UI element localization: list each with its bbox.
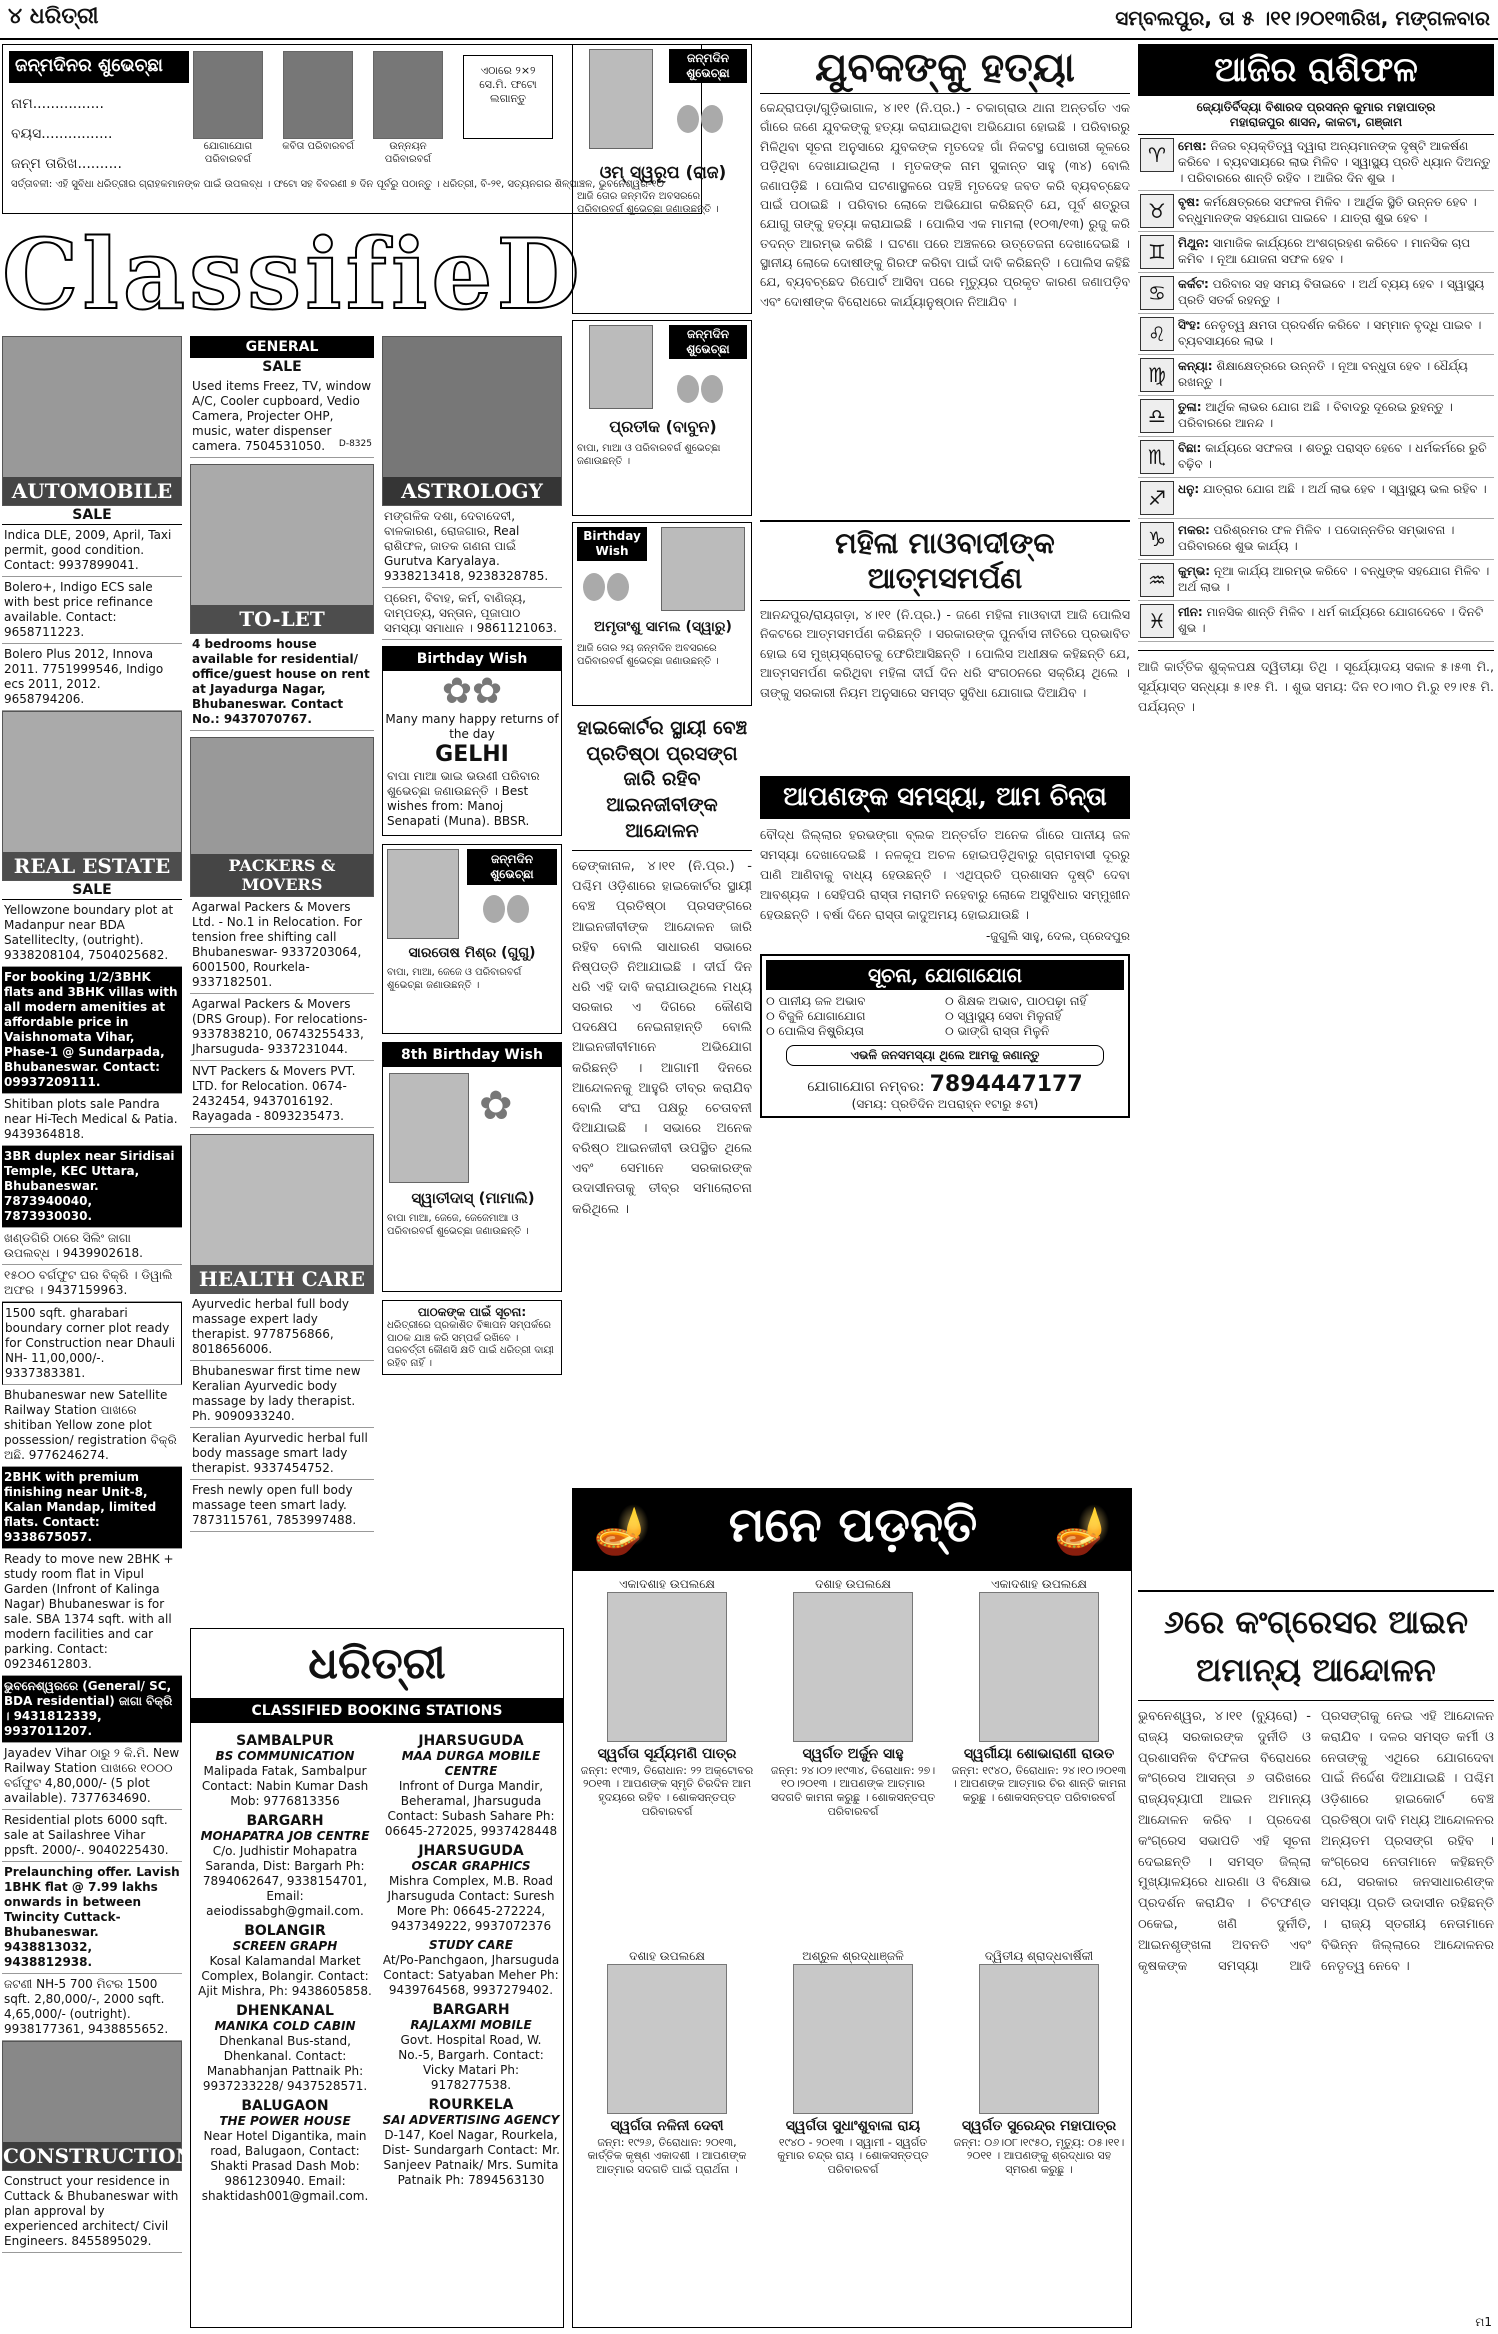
- rashi-text: ଆର୍ଥିକ ଲାଭର ଯୋଗ ଅଛି । ବିବାଦରୁ ଦୂରେଇ ରୁହନ୍ତୁ । ପରିବାରରେ ଆନନ୍ଦ ।: [1178, 399, 1453, 430]
- girl-photo: [389, 1073, 469, 1183]
- rashi-item: [1138, 437, 1494, 478]
- rashi-name: କନ୍ୟା:: [1178, 358, 1213, 373]
- field-age: ବୟସ................: [11, 126, 113, 142]
- birthday-card-sub: ଆଜି ତୋର ୨ୟ ଜନ୍ମଦିନ ଅବସରରେ ପରିବାରବର୍ଗ ଶୁଭେଚ୍ଛା ଜଣାଉଛନ୍ତି ।: [577, 643, 719, 667]
- rashi-name: କୁମ୍ଭ:: [1178, 563, 1211, 578]
- rashi-item: [1138, 135, 1494, 191]
- leo-icon: ♌: [1140, 317, 1174, 351]
- rashifal-title: ଆଜିର ରାଶିଫଳ: [1138, 44, 1494, 96]
- rashifal-subtitle2: ମହାରାଜପୁର ଶାସନ, କାକଟା, ଗଞ୍ଜାମ: [1138, 115, 1494, 135]
- automobile-image: [2, 336, 182, 506]
- aries-icon: ♈: [1140, 138, 1174, 172]
- packers-image: [190, 737, 374, 897]
- construction-label: CONSTRUCTION: [3, 2144, 194, 2169]
- station-name: SAI ADVERTISING AGENCY: [382, 2113, 560, 2127]
- birthday-card-title: ଜନ୍ମଦିନ ଶୁଭେଚ୍ଛା: [669, 325, 747, 359]
- auto-ad: Indica DLE, 2009, April, Taxi permit, good condition. Contact: 9937899041.: [2, 525, 182, 577]
- news-murder: [760, 44, 1130, 514]
- birthday-wish-heading: Birthday Wish: [383, 647, 561, 671]
- obit-name: ସ୍ୱର୍ଗତ ସୁରେନ୍ଦ୍ର ମହାପାତ୍ର: [961, 2118, 1117, 2134]
- health-label: HEALTH CARE: [191, 1265, 373, 1293]
- station-addr: Infront of Durga Mandir, Beheramal, Jharsuguda Contact: Subash Sahare Ph: 06645-272025, 9937428448: [384, 1779, 558, 1838]
- rashi-item: [1138, 478, 1494, 519]
- astrology-image: [382, 336, 562, 506]
- re-ad: 1500 sqft. gharabari boundary corner plot ready for Construction near Dhauli NH- 11,00,000/-. 9337383381.: [2, 1302, 182, 1385]
- rashi-item: [1138, 560, 1494, 601]
- obit-photo: [979, 1964, 1099, 2114]
- birthday-card-sub: ବାପା, ମାଆ ଓ ପରିବାରବର୍ଗ ଶୁଭେଚ୍ଛା ଜଣାଉଛନ୍ତି ।: [577, 443, 721, 467]
- notice-item: ୦ ସ୍ୱାସ୍ଥ୍ୟ ସେବା ମିଳୁନାହିଁ: [945, 1009, 1062, 1023]
- birthday-8th-heading: 8th Birthday Wish: [383, 1043, 561, 1067]
- obit-tag: ଦଶାହ ଉପଲକ୍ଷେ: [629, 1949, 705, 1963]
- obit-name: ସ୍ୱର୍ଗତ ଅର୍ଜୁନ ସାହୁ: [802, 1746, 904, 1762]
- diya-icon: 🪔: [1053, 1503, 1111, 1557]
- notice-item: ୦ ପୋଲିସ ନିଷ୍କ୍ରିୟତା: [766, 1024, 864, 1038]
- phone-label: ଯୋଗାଯୋଗ ନମ୍ବର:: [807, 1079, 925, 1095]
- balloons-icon: [677, 375, 725, 407]
- station-name: THE POWER HOUSE: [219, 2114, 351, 2128]
- rashi-name: ବୃଷ:: [1178, 194, 1200, 209]
- notice-item: ୦ ଭାଙ୍ଗି ରାସ୍ତା ମିଳୁନି: [945, 1024, 1050, 1038]
- construction-image: [2, 2041, 194, 2171]
- news-high-court-headline: ହାଇକୋର୍ଟର ସ୍ଥାୟୀ ବେଞ୍ଚ ପ୍ରତିଷ୍ଠା ପ୍ରସଙ୍ଗ ଜାରି ରହିବ ଆଇନଜୀବୀଙ୍କ ଆନ୍ଦୋଳନ: [572, 716, 752, 851]
- form-photo-3: [373, 51, 443, 139]
- real-estate-label: REAL ESTATE: [3, 852, 181, 880]
- astrology-label: ASTROLOGY: [383, 477, 561, 505]
- to-let-label: TO-LET: [191, 605, 373, 633]
- booking-stations: [190, 1628, 564, 2328]
- news-maoist-body: ଆନନ୍ଦପୁର/ରାୟଗଡ଼ା, ୪।୧୧ (ନି.ପ୍ର.) - ଜଣେ ମହିଳା ମାଓବାଦୀ ଆଜି ପୋଲିସ ନିକଟରେ ଆତ୍ମସମର୍ପଣ କରିଛନ୍ତି । ସରକାରଙ୍କ ପୁନର୍ବାସ ନୀତିରେ ପ୍ରଭାବିତ ହୋଇ ସେ ମୁଖ୍ୟସ୍ରୋତକୁ ଫେରିଆସିଛନ୍ତି । ପୋଲିସ ଅଧୀକ୍ଷକ କହିଛନ୍ତି ଯେ, ଆତ୍ମସମର୍ପଣ କରିଥିବା ମହିଳା ଦୀର୍ଘ ଦିନ ଧରି ସଂଗଠନରେ ସକ୍ରିୟ ଥିଲେ । ତାଙ୍କୁ ସରକାରୀ ନିୟମ ଅନୁସାରେ ସମସ୍ତ ସୁବିଧା ଯୋଗାଇ ଦିଆଯିବ ।: [760, 607, 1130, 700]
- station-name: RAJLAXMI MOBILE: [410, 2018, 532, 2032]
- classified-logo: [2, 218, 584, 331]
- auto-ad: Bolero+, Indigo ECS sale with best price refinance available. Contact: 9658711223.: [2, 577, 182, 644]
- obit-name: ସ୍ୱର୍ଗତା ସୂର୍ଯ୍ୟମଣି ପାତ୍ର: [597, 1746, 737, 1762]
- libra-icon: ♎: [1140, 399, 1174, 433]
- booking-right-col: [381, 1729, 561, 2188]
- rashi-text: ସାମାଜିକ କାର୍ଯ୍ୟରେ ଅଂଶଗ୍ରହଣ କରିବେ । ମାନସିକ ଚାପ କମିବ । ନୂଆ ଯୋଜନା ସଫଳ ହେବ ।: [1178, 235, 1471, 266]
- rashi-item: [1138, 355, 1494, 396]
- astrology-ad: ମଙ୍ଗଳିକ ଦଶା, ଦେବାଦେବୀ, ବାଳକାରଣ, ରୋଜଗାର, Real ରାଶିଫଳ, ଜାତକ ଗଣନା ପାଇଁ Gurutva Karyalaya. 9338213418, 9238328785.: [382, 506, 562, 588]
- station-addr: Mishra Complex, M.B. Road Jharsuguda Contact: Suresh More Ph: 06645-272224, 9437349222, 9937072376: [387, 1874, 555, 1933]
- obit-info: ଜନ୍ମ: ୧୯୩୨, ତିରୋଧାନ: ୨୨ ଅକ୍ଟୋବର ୨୦୧୩ । ଆପଣଙ୍କ ସ୍ମୃତି ଚିରଦିନ ଆମ ହୃଦୟରେ ରହିବ । ଶୋକସନ୍ତପ୍ତ ପରିବାରବର୍ଗ: [580, 1763, 754, 1818]
- col-auto-realestate: [2, 336, 194, 2326]
- re-ad: ଭୁବନେଶ୍ୱରରେ (General/ SC, BDA residential) ଜାଗା ବିକ୍ରି । 9431812339, 9937011207.: [2, 1676, 182, 1743]
- rashi-text: ଯାତ୍ରାର ଯୋଗ ଅଛି । ଅର୍ଥ ଲାଭ ହେବ । ସ୍ୱାସ୍ଥ୍ୟ ଭଲ ରହିବ ।: [1203, 481, 1487, 496]
- panji-text: ଆଜି କାର୍ତ୍ତିକ ଶୁକ୍ଳପକ୍ଷ ଦ୍ୱିତୀୟା ତିଥି । ସୂର୍ଯ୍ୟୋଦୟ ସକାଳ ୫।୫୩ ମି., ସୂର୍ଯ୍ୟାସ୍ତ ସନ୍ଧ୍ୟା ୫।୧୫ ମି. । ଶୁଭ ସମୟ: ଦିନ ୧୦।୩୦ ମି.ରୁ ୧୨।୧୫ ମି. ପର୍ଯ୍ୟନ୍ତ ।: [1138, 650, 1494, 717]
- birthday-card-title: Birthday Wish: [577, 527, 647, 561]
- obit-tag: ଦଶାହ ଉପଲକ୍ଷେ: [815, 1577, 891, 1591]
- general-sale-code: D-8325: [338, 439, 372, 450]
- health-ad: Ayurvedic herbal full body massage expert lady therapist. 9778756866, 8018656006.: [190, 1294, 374, 1361]
- birthday-card-2: [572, 320, 752, 516]
- birthday-8th-name: ସ୍ୱାତୀଦାସ୍ (ମାମାଲି): [411, 1189, 535, 1208]
- notice-item: ୦ ଶିକ୍ଷକ ଅଭାବ, ପାଠପଢ଼ା ନାହିଁ: [945, 994, 1087, 1008]
- notice-box: [760, 954, 1130, 1118]
- rashi-name: ମକର:: [1178, 522, 1210, 537]
- health-ad: Fresh newly open full body massage teen smart lady. 7873115761, 7853997488.: [190, 1480, 374, 1532]
- notice-cta: ଏଭଳି ଜନସମସ୍ୟା ଥିଲେ ଆମକୁ ଜଣାନ୍ତୁ: [786, 1045, 1104, 1066]
- taurus-icon: ♉: [1140, 194, 1174, 228]
- photo-placeholder: ଏଠାରେ ୨×୨ ସେ.ମି. ଫଟୋ ଲଗାନ୍ତୁ: [463, 55, 553, 139]
- auto-sale-heading: SALE: [2, 506, 182, 525]
- form-photo-1-label: ଯୋଗାଯୋଗ ପରିବାରବର୍ଗ: [203, 141, 253, 165]
- mane-padanti: [572, 1488, 1132, 2328]
- obit-card: [579, 1949, 755, 2177]
- birthday-card-sub: ଆଜି ତୋର ଜନ୍ମଦିନ ଅବସରରେ ପରିବାରବର୍ଗ ଶୁଭେଚ୍ଛା ଜଣାଉଛନ୍ତି ।: [577, 191, 719, 215]
- obit-card: [951, 1577, 1127, 1805]
- news-high-court: [572, 716, 752, 1506]
- station-addr: Dhenkanal Bus-stand, Dhenkanal. Contact: Manabhanjan Pattnaik Ph: 9937233228/ 9437528571.: [202, 2034, 368, 2093]
- re-ad: Ready to move new 2BHK + study room flat in Vipul Garden (Infront of Kalinga Nagar) Bhubaneswar is for sale. SBA 1374 sqft. with all modern facilities and car parking. Contact: 09234612803.: [2, 1549, 182, 1676]
- station-name: STUDY CARE: [429, 1938, 513, 1952]
- form-photo-2: [283, 51, 353, 139]
- birthday-card-sub: ବାପା, ମାଆ, ଜେଜେ ଓ ପରିବାରବର୍ଗ ଶୁଭେଚ୍ଛା ଜଣାଉଛନ୍ତି ।: [387, 967, 522, 991]
- obit-photo: [793, 1964, 913, 2114]
- general-sale-text: Used items Freez, TV, window A/C, Cooler cupboard, Vedio Camera, Projecter OHP, music, water dispenser camera. 7504531050.: [192, 379, 372, 454]
- rashi-name: ବିଛା:: [1178, 440, 1202, 455]
- station-name: BS COMMUNICATION: [215, 1749, 355, 1763]
- dharitri-logo: ଧରିତ୍ରୀ: [191, 1629, 563, 1699]
- news-high-court-body: ଢେଙ୍କାନାଳ, ୪।୧୧ (ନି.ପ୍ର.) - ପଶ୍ଚିମ ଓଡ଼ିଶାରେ ହାଇକୋର୍ଟର ସ୍ଥାୟୀ ବେଞ୍ଚ ପ୍ରତିଷ୍ଠା ପ୍ରସଙ୍ଗରେ ଆଇନଜୀବୀଙ୍କ ଆନ୍ଦୋଳନ ଜାରି ରହିବ ବୋଲି ସାଧାରଣ ସଭାରେ ନିଷ୍ପତ୍ତି ନିଆଯାଇଛି । ଦୀର୍ଘ ଦିନ ଧରି ଏହି ଦାବି କରାଯାଉଥିଲେ ମଧ୍ୟ ସରକାର ଏ ଦିଗରେ କୌଣସି ପଦକ୍ଷେପ ନେଇନାହାନ୍ତି ବୋଲି ଆଇନଜୀବୀମାନେ ଅଭିଯୋଗ କରିଛନ୍ତି । ଆଗାମୀ ଦିନରେ ଆନ୍ଦୋଳନକୁ ଆହୁରି ତୀବ୍ର କରାଯିବ ବୋଲି ସଂଘ ପକ୍ଷରୁ ଚେତାବନୀ ଦିଆଯାଇଛି । ସଭାରେ ଅନେକ ବରିଷ୍ଠ ଆଇନଜୀବୀ ଉପସ୍ଥିତ ଥିଲେ ଏବଂ ସେମାନେ ସରକାରଙ୍କ ଉଦାସୀନତାକୁ ତୀବ୍ର ସମାଲୋଚନା କରିଥିଲେ ।: [572, 859, 752, 1217]
- diya-icon: 🪔: [593, 1503, 651, 1557]
- news-congress-body: ଭୁବନେଶ୍ୱର, ୪।୧୧ (ବ୍ୟୁରୋ) - ରାଜ୍ୟ ସରକାରଙ୍କ ଦୁର୍ନୀତି ଓ ପ୍ରଶାସନିକ ବିଫଳତା ବିରୋଧରେ କଂଗ୍ରେସ ଆସନ୍ତା ୬ ତାରିଖରେ ରାଜ୍ୟବ୍ୟାପୀ ଆଇନ ଅମାନ୍ୟ ଆନ୍ଦୋଳନ କରିବ । ପ୍ରଦେଶ କଂଗ୍ରେସ ସଭାପତି ଏହି ସୂଚନା ଦେଇଛନ୍ତି । ସମସ୍ତ ଜିଲ୍ଲା ମୁଖ୍ୟାଳୟରେ ଧାରଣା ଓ ବିକ୍ଷୋଭ ପ୍ରଦର୍ଶନ କରାଯିବ । ଚିଟଫଣ୍ଡ ଠକେଇ, ଖଣି ଦୁର୍ନୀତି, ଆଇନଶୃଙ୍ଖଳା ଅବନତି ଏବଂ କୃଷକଙ୍କ ସମସ୍ୟା ଆଦି ପ୍ରସଙ୍ଗକୁ ନେଇ ଏହି ଆନ୍ଦୋଳନ କରାଯିବ । ଦଳର ସମସ୍ତ କର୍ମୀ ଓ ନେତାଙ୍କୁ ଏଥିରେ ଯୋଗଦେବା ପାଇଁ ନିର୍ଦ୍ଦେଶ ଦିଆଯାଇଛି । ପଶ୍ଚିମ ଓଡ଼ିଶାରେ ହାଇକୋର୍ଟ ବେଞ୍ଚ ପ୍ରତିଷ୍ଠା ଦାବି ମଧ୍ୟ ଆନ୍ଦୋଳନର ଅନ୍ୟତମ ପ୍ରସଙ୍ଗ ରହିବ । କଂଗ୍ରେସ ନେତାମାନେ କହିଛନ୍ତି ଯେ, ସରକାର ଜନସାଧାରଣଙ୍କ ସମସ୍ୟା ପ୍ରତି ଉଦାସୀନ ରହିଛନ୍ତି । ରାଜ୍ୟ ସ୍ତରୀୟ ନେତାମାନେ ବିଭିନ୍ନ ଜିଲ୍ଲାରେ ଆନ୍ଦୋଳନର ନେତୃତ୍ୱ ନେବେ ।: [1138, 1709, 1494, 1974]
- re-ad: Yellowzone boundary plot at Madanpur near BDA Satelliteclty, (outright). 9338208104, 7504025682.: [2, 900, 182, 967]
- obit-name: ସ୍ୱର୍ଗତା ସୁଧାଂଶୁବାଳା ରାୟ: [785, 2118, 921, 2134]
- gemini-icon: ♊: [1140, 235, 1174, 269]
- obit-card: [951, 1949, 1127, 2177]
- to-let-ad: 4 bedrooms house available for residential/ office/guest house on rent at Jayadurga Nagar, Bhubaneswar. Contact No.: 9437070767.: [190, 634, 374, 731]
- station-city: JHARSUGUDA: [418, 1843, 524, 1859]
- obit-photo: [793, 1592, 913, 1742]
- station-addr: Malipada Fatak, Sambalpur Contact: Nabin Kumar Dash Mob: 9776813356: [201, 1764, 369, 1808]
- form-note: ସର୍ତ୍ତାବଳୀ: ଏହି ସୁବିଧା ଧରିତ୍ରୀର ଗ୍ରାହକମାନଙ୍କ ପାଇଁ ଉପଲବ୍ଧ । ଫଟୋ ସହ ବିବରଣୀ ୭ ଦିନ ପୂର୍ବରୁ ପଠାନ୍ତୁ । ଧରିତ୍ରୀ, ବି-୨୧, ସତ୍ୟନଗର ଶିଳ୍ପାଞ୍ଚଳ, ଭୁବନେଶ୍ୱର-୧୦: [11, 179, 664, 190]
- birthday-8th: [382, 1042, 562, 1292]
- reader-note: [382, 1300, 562, 1375]
- rashi-item: [1138, 273, 1494, 314]
- obit-tag: ଏକାଦଶାହ ଉପଲକ୍ଷେ: [619, 1577, 715, 1591]
- station-city: DHENKANAL: [236, 2003, 334, 2019]
- rashi-item: [1138, 232, 1494, 273]
- station-city: ROURKELA: [428, 2097, 514, 2113]
- station-addr: C/o. Judhistir Mohapatra Saranda, Dist: Bargarh Ph: 7894062647, 9338154701, Email: aeiodissabgh@gmail.com.: [202, 1844, 368, 1918]
- re-ad: Jayadev Vihar ଠାରୁ ୨ କି.ମି. New Railway Station ପାଖରେ ୧୦୦୦ ବର୍ଗଫୁଟ 4,80,000/- (5 plot available). 7377634690.: [2, 1743, 182, 1810]
- packers-label: PACKERS & MOVERS: [191, 854, 373, 896]
- notice-item: ୦ ବିଜୁଳି ଯୋଗାଯୋଗ: [766, 1009, 866, 1023]
- boy-photo: [589, 49, 653, 149]
- station-addr: Govt. Hospital Road, W. No.-5, Bargarh. Contact: Vicky Matari Ph: 9178277538.: [398, 2033, 544, 2092]
- booking-left-col: [195, 1729, 375, 2204]
- mane-padanti-title: ମନେ ପଡ଼ନ୍ତି: [728, 1497, 978, 1553]
- rashi-item: [1138, 191, 1494, 232]
- mane-padanti-banner: [573, 1489, 1131, 1571]
- birthday-card-name: ପ୍ରତୀକ (ବାବୁନ): [609, 417, 717, 436]
- automobile-label: AUTOMOBILE: [3, 477, 181, 505]
- birthday-card-title: ଜନ୍ମଦିନ ଶୁଭେଚ୍ଛା: [467, 849, 557, 885]
- station-city: BARGARH: [432, 2002, 510, 2018]
- samasya-sign: -ଜୁଗୁଲି ସାହୁ, ଦେଲ, ପ୍ରେଦପୁର: [985, 929, 1130, 943]
- col-general: [190, 336, 374, 1616]
- rashi-text: ଶିକ୍ଷାକ୍ଷେତ୍ରରେ ଉନ୍ନତି । ନୂଆ ବନ୍ଧୁତା ହେବ । ଧୈର୍ଯ୍ୟ ରଖନ୍ତୁ ।: [1178, 358, 1468, 389]
- obit-photo: [979, 1592, 1099, 1742]
- auto-ad: Bolero Plus 2012, Innova 2011. 7751999546, Indigo ecs 2011, 2012. 9658794206.: [2, 644, 182, 711]
- station-city: SAMBALPUR: [236, 1733, 334, 1749]
- packers-ad: NVT Packers & Movers PVT. LTD. for Relocation. 0674-2432454, 9437016192. Rayagada - 8093235473.: [190, 1061, 374, 1128]
- capricorn-icon: ♑: [1140, 522, 1174, 556]
- classified-logo-text: ClassifieD: [2, 218, 584, 331]
- news-maoist: [760, 520, 1130, 770]
- obit-tag: ଅଶ୍ରୁଳ ଶ୍ରଦ୍ଧାଞ୍ଜଳି: [802, 1949, 904, 1963]
- rashi-item: [1138, 519, 1494, 560]
- station-addr: Near Hotel Digantika, main road, Balugaon, Contact: Shakti Prasad Dash Mob: 9861230940. Email: shaktidash001@gmail.com.: [201, 2129, 369, 2203]
- birthday-wish-sub: ବାପା ମାଆ ଭାଇ ଭଉଣୀ ପରିବାର ଶୁଭେଚ୍ଛା ଜଣାଉଛନ୍ତି । Best wishes from: Manoj Senapati (Muna). BBSR.: [387, 769, 540, 829]
- rashi-name: ତୁଳା:: [1178, 399, 1202, 414]
- birthday-form-title: ଜନ୍ମଦିନର ଶୁଭେଚ୍ଛା: [9, 51, 189, 83]
- rashi-name: ମିଥୁନ:: [1178, 235, 1210, 250]
- re-ad: ଜଟଣୀ NH-5 700 ମିଟର 1500 sqft. 2,80,000/-, 2000 sqft. 4,65,000/- (outright). 9938177361, 9438855652.: [2, 1974, 182, 2041]
- pisces-icon: ♓: [1140, 604, 1174, 638]
- station-name: MANIKA COLD CABIN: [214, 2019, 356, 2033]
- birthday-card-name: ସାରତୋଷ ମିଶ୍ର (ଗୁଗୁ): [408, 945, 536, 962]
- station-city: BALUGAON: [241, 2098, 329, 2114]
- rashi-text: କାର୍ଯ୍ୟରେ ସଫଳତା । ଶତ୍ରୁ ପରାସ୍ତ ହେବେ । ଧର୍ମକର୍ମରେ ରୁଚି ବଢ଼ିବ ।: [1178, 440, 1487, 471]
- birthday-card-4: [382, 844, 562, 1034]
- samasya-body: ବୌଦ୍ଧ ଜିଲ୍ଲାର ହରଭଙ୍ଗା ବ୍ଲକ ଅନ୍ତର୍ଗତ ଅନେକ ଗାଁରେ ପାନୀୟ ଜଳ ସମସ୍ୟା ଦେଖାଦେଇଛି । ନଳକୂପ ଅଚଳ ହୋଇପଡ଼ିଥିବାରୁ ଗ୍ରାମବାସୀ ଦୂରରୁ ପାଣି ଆଣିବାକୁ ବାଧ୍ୟ ହେଉଛନ୍ତି । ଏଥିପ୍ରତି ପ୍ରଶାସନ ଦୃଷ୍ଟି ଦେବା ଆବଶ୍ୟକ । ସେହିପରି ରାସ୍ତା ମରାମତି ନହେବାରୁ ଲୋକେ ଅସୁବିଧାର ସମ୍ମୁଖୀନ ହେଉଛନ୍ତି । ବର୍ଷା ଦିନେ ରାସ୍ତା କାଦୁଅମୟ ହୋଇଯାଉଛି ।: [760, 827, 1130, 922]
- form-photo-1: [193, 51, 263, 139]
- obit-info: ଜନ୍ମ: ୨୪।୦୨।୧୯୩୪, ତିରୋଧାନ: ୨୭।୧୦।୨୦୧୩ । ଆପଣଙ୍କ ଆତ୍ମାର ସଦଗତି କାମନା କରୁଛୁ । ଶୋକସନ୍ତପ୍ତ ପରିବାରବର୍ଗ: [770, 1763, 936, 1818]
- birthday-card-title: ଜନ୍ମଦିନ ଶୁଭେଚ୍ଛା: [669, 49, 747, 83]
- station-addr: Kosal Kalamandal Market Complex, Bolangir. Contact: Ajit Mishra, Ph: 9438605858.: [198, 1954, 372, 1998]
- obit-name: ସ୍ୱର୍ଗତା ନଳିନୀ ଦେବୀ: [610, 2118, 724, 2134]
- birthday-card-name: ଅମୃତାଂଶୁ ସାମଲ (ସ୍ୱାରୁ): [594, 619, 732, 635]
- news-congress-headline: ୬ରେ କଂଗ୍ରେସର ଆଇନ ଅମାନ୍ୟ ଆନ୍ଦୋଳନ: [1138, 1590, 1494, 1701]
- balloons-icon: [483, 895, 531, 927]
- obit-info: ଜନ୍ମ: ୧୯୪୦, ତିରୋଧାନ: ୨୪।୧୦।୨୦୧୩ । ଆପଣଙ୍କ ଆତ୍ମାର ଚିର ଶାନ୍ତି କାମନା କରୁଛୁ । ଶୋକସନ୍ତପ୍ତ ପରିବାରବର୍ଗ: [951, 1763, 1127, 1804]
- real-estate-image: [2, 711, 182, 881]
- balloons-icon: [677, 105, 725, 137]
- col-astrology: [382, 336, 562, 1616]
- samasya-headline: ଆପଣଙ୍କ ସମସ୍ୟା, ଆମ ଚିନ୍ତା: [760, 776, 1130, 819]
- news-murder-headline: ଯୁବକଙ୍କୁ ହତ୍ୟା: [760, 44, 1130, 94]
- re-ad: 2BHK with premium finishing near Unit-8, Kalan Mandap, limited flats. Contact: 9338675057.: [2, 1467, 182, 1549]
- re-ad: ଖଣ୍ଡଗିରି ଠାରେ ସିଲିଂ ଜାଗା ଉପଲବ୍ଧ । 9439902618.: [2, 1228, 182, 1265]
- re-ad: Prelaunching offer. Lavish 1BHK flat @ 7.99 lakhs onwards in between Twincity Cuttack- Bhubaneswar. 9438813032, 9438812938.: [2, 1862, 182, 1974]
- rashi-text: ପରିବାର ସହ ସମୟ ବିତାଇବେ । ଅର୍ଥ ବ୍ୟୟ ହେବ । ସ୍ୱାସ୍ଥ୍ୟ ପ୍ରତି ସତର୍କ ରହନ୍ତୁ ।: [1178, 276, 1485, 307]
- samasya-section: [760, 776, 1130, 1476]
- virgo-icon: ♍: [1140, 358, 1174, 392]
- dateline: ସମ୍ବଲପୁର, ତା ୫ ।୧୧।୨୦୧୩ରିଖ, ମଙ୍ଗଳବାର: [1115, 6, 1490, 30]
- scorpio-icon: ♏: [1140, 440, 1174, 474]
- re-ad: Shitiban plots sale Pandra near Hi-Tech Medical & Patia. 9439364818.: [2, 1094, 182, 1146]
- phone-time: (ସମୟ: ପ୍ରତିଦିନ ଅପରାହ୍ନ ୧ଟାରୁ ୫ଟା): [851, 1097, 1039, 1111]
- notice-list: [766, 994, 1124, 1039]
- rashi-name: ସିଂହ:: [1178, 317, 1201, 332]
- obit-tag: ଏକାଦଶାହ ଉପଲକ୍ଷେ: [991, 1577, 1087, 1591]
- rashi-name: ମେଷ:: [1178, 139, 1207, 153]
- footer-page-mark: ମ1: [1475, 2315, 1492, 2329]
- station-addr: At/Po-Panchgaon, Jharsuguda Contact: Satyaban Meher Ph: 9439764568, 9937279402.: [382, 1953, 560, 1997]
- station-city: JHARSUGUDA: [418, 1733, 524, 1749]
- form-photo-3-label: ଉନ୍ନୟନ ପରିବାରବର୍ଗ: [384, 141, 432, 165]
- birthday-8th-sub: ବାପା ମାଆ, ଜେଜେ, ଜେଜେମାଆ ଓ ପରିବାରବର୍ଗ ଶୁଭେଚ୍ଛା ଜଣାଉଛନ୍ତି ।: [387, 1213, 529, 1237]
- balloons-icon: [583, 573, 631, 605]
- re-ad: Bhubaneswar new Satellite Railway Station ପାଖରେ shitiban Yellow zone plot possession/ registration ବିକ୍ରି ଅଛି. 9776246274.: [2, 1385, 182, 1467]
- rashi-text: ନୂଆ କାର୍ଯ୍ୟ ଆରମ୍ଭ କରିବେ । ବନ୍ଧୁଙ୍କ ସହଯୋଗ ମିଳିବ । ଅର୍ଥ ଲାଭ ।: [1178, 563, 1490, 594]
- baby-photo: [661, 527, 745, 611]
- flowers-icon: ✿✿: [441, 671, 503, 713]
- notice-item: ୦ ପାନୀୟ ଜଳ ଅଭାବ: [766, 994, 866, 1008]
- cancer-icon: ♋: [1140, 276, 1174, 310]
- obit-card: [765, 1577, 941, 1819]
- news-murder-body: କେନ୍ଦ୍ରାପଡ଼ା/ଗୁଡ଼ିଭାଗାଳ, ୪।୧୧ (ନି.ପ୍ର.) - ଚକାଗ୍ରାଉ ଥାନା ଅନ୍ତର୍ଗତ ଏକ ଗାଁରେ ଜଣେ ଯୁବକଙ୍କୁ ହତ୍ୟା କରାଯାଇଥିବା ଅଭିଯୋଗ ହୋଇଛି । ପରିବାରରୁ ମିଳିଥିବା ସୂଚନା ଅନୁସାରେ ଯୁବକଙ୍କ ମୃତଦେହ ଗାଁ ନିକଟସ୍ଥ ପୋଖରୀ କୂଳରେ ପଡ଼ିଥିବା ଦେଖାଯାଇଥିଲା । ମୃତକଙ୍କ ନାମ ସୁକାନ୍ତ ସାହୁ (୩୪) ବୋଲି ଜଣାପଡ଼ିଛି । ପୋଲିସ ଘଟଣାସ୍ଥଳରେ ପହଞ୍ଚି ମୃତଦେହ ଜବତ କରି ବ୍ୟବଚ୍ଛେଦ ପାଇଁ ପଠାଇଛି । ପରିବାର ଲୋକେ ଅଭିଯୋଗ କରିଛନ୍ତି ଯେ, ପୂର୍ବ ଶତ୍ରୁତା ଯୋଗୁ ତାଙ୍କୁ ହତ୍ୟା କରାଯାଇଛି । ପୋଲିସ ଏକ ମାମଲା (୧୦୩/୧୩) ରୁଜୁ କରି ତଦନ୍ତ ଆରମ୍ଭ କରିଛି । ଘଟଣା ପରେ ଅଞ୍ଚଳରେ ଉତ୍ତେଜନା ଦେଖାଦେଇଛି । ସ୍ଥାନୀୟ ଲୋକେ ଦୋଷୀଙ୍କୁ ଗିରଫ କରିବା ପାଇଁ ଦାବି କରିଛନ୍ତି । ପୋଲିସ କହିଛି ଯେ, ବ୍ୟବଚ୍ଛେଦ ରିପୋର୍ଟ ଆସିବା ପରେ ମୃତ୍ୟୁର ପ୍ରକୃତ କାରଣ ଜଣାପଡ଼ିବ ଏବଂ ଦୋଷୀଙ୍କ ବିରୋଧରେ କାର୍ଯ୍ୟାନୁଷ୍ଠାନ ନିଆଯିବ ।: [760, 100, 1130, 309]
- health-image: [190, 1134, 374, 1294]
- page-header: [0, 0, 1498, 40]
- rashi-name: କର୍କଟ:: [1178, 276, 1209, 291]
- reader-note-text: ଧରିତ୍ରୀରେ ପ୍ରକାଶିତ ବିଜ୍ଞାପନ ସମ୍ପର୍କରେ ପାଠକ ଯାଞ୍ଚ କରି ସମ୍ପର୍କ ରଖିବେ । ପରବର୍ତ୍ତୀ କୌଣସି କ୍ଷତି ପାଇଁ ଧରିତ୍ରୀ ଦାୟୀ ରହିବ ନାହିଁ ।: [387, 1320, 554, 1369]
- phone-number: 7894447177: [929, 1072, 1083, 1097]
- construction-ad: Construct your residence in Cuttack & Bhubaneswar with plan approval by experienced architect/ Civil Engineers. 8455895029.: [2, 2171, 182, 2253]
- reader-note-title: ପାଠକଙ୍କ ପାଇଁ ସୂଚନା:: [417, 1305, 527, 1320]
- obit-card: [579, 1577, 755, 1819]
- general-heading: GENERAL: [190, 336, 374, 358]
- re-ad: Residential plots 6000 sqft. sale at Sailashree Vihar ppsft. 2000/-. 9040225430.: [2, 1810, 182, 1862]
- station-addr: D-147, Koel Nagar, Rourkela, Dist- Sundargarh Contact: Mr. Sanjeev Patnaik/ Mrs. Sumita Patnaik Ph: 7894563130: [382, 2128, 560, 2187]
- rashi-item: [1138, 601, 1494, 642]
- obit-info: ଜନ୍ମ: ୧୯୨୬, ତିରୋଧାନ: ୨୦୧୩, କାର୍ତ୍ତିକ କୃଷ୍ଣ ଏକାଦଶୀ । ଆପଣଙ୍କ ଆତ୍ମାର ସଦଗତି ପାଇଁ ପ୍ରାର୍ଥନା ।: [587, 2135, 747, 2176]
- re-ad: ୧୫୦୦ ବର୍ଗଫୁଟ ଘର ବିକ୍ରି । ଡିୱାଲି ଅଫର । 9437159963.: [2, 1265, 182, 1302]
- obit-name: ସ୍ୱର୍ଗୀୟା ଶୋଭାରାଣୀ ରାଉତ: [963, 1746, 1115, 1762]
- rashifal-subtitle: ଜ୍ୟୋତିର୍ବିଦ୍ୟା ବିଶାରଦ ପ୍ରସନ୍ନ କୁମାର ମହାପାତ୍ର: [1196, 100, 1436, 114]
- rashi-text: ମାନସିକ ଶାନ୍ତି ମିଳିବ । ଧର୍ମ କାର୍ଯ୍ୟରେ ଯୋଗଦେବେ । ଦିନଟି ଶୁଭ ।: [1178, 604, 1484, 635]
- rashi-name: ମୀନ:: [1178, 604, 1203, 619]
- rashi-item: [1138, 314, 1494, 355]
- station-name: MAA DURGA MOBILE CENTRE: [401, 1749, 541, 1778]
- general-sale-ad: [190, 376, 374, 458]
- health-ad: Bhubaneswar first time new Keralian Ayurvedic body massage by lady therapist. Ph. 9090933240.: [190, 1361, 374, 1428]
- station-name: OSCAR GRAPHICS: [411, 1859, 531, 1873]
- field-date: ଜନ୍ମ ତାରିଖ..........: [11, 156, 122, 172]
- birthday-card-1: [572, 44, 752, 314]
- field-name: ନାମ................: [11, 96, 104, 112]
- birthday-wish-text: Many many happy returns of the day: [385, 712, 559, 742]
- rashi-text: ନିଜର ବ୍ୟକ୍ତିତ୍ୱ ଦ୍ୱାରା ଅନ୍ୟମାନଙ୍କ ଦୃଷ୍ଟି ଆକର୍ଷଣ କରିବେ । ବ୍ୟବସାୟରେ ଲାଭ ମିଳିବ । ସ୍ୱାସ୍ଥ୍ୟ ପ୍ରତି ଧ୍ୟାନ ଦିଅନ୍ତୁ । ପରିବାରରେ ଶାନ୍ତି ରହିବ । ଆଜିର ଦିନ ଶୁଭ ।: [1178, 139, 1491, 186]
- packers-ad: Agarwal Packers & Movers Ltd. - No.1 in Relocation. For tension free shifting call Bhubaneswar- 9337203064, 6001500, Rourkela- 9337182501.: [190, 897, 374, 994]
- birthday-card-name: ଓମ୍ ସ୍ୱରୂପ (ରାଜ): [599, 163, 727, 183]
- baby-photo: [387, 849, 459, 939]
- re-ad: For booking 1/2/3BHK flats and 3BHK villas with all modern amenities at affordable price in Vaishnomata Vihar, Phase-1 @ Sundarpada, Bhubaneswar. Contact: 09937209111.: [2, 967, 182, 1094]
- station-name: MOHAPATRA JOB CENTRE: [200, 1829, 370, 1843]
- birthday-wish-gelhi: [382, 646, 562, 836]
- general-sale-heading: SALE: [262, 359, 302, 376]
- re-sale-heading: SALE: [2, 881, 182, 900]
- astrology-ad: ପ୍ରେମ, ବିବାହ, କର୍ମ, ବାଣିଜ୍ୟ, ଦାମ୍ପତ୍ୟ, ସନ୍ତାନ, ପୂଜାପାଠ ସମସ୍ୟା ସମାଧାନ । 9861121063.: [382, 588, 562, 640]
- boy-photo: [589, 325, 653, 409]
- birthday-card-3: [572, 522, 752, 706]
- station-city: BARGARH: [246, 1813, 324, 1829]
- to-let-image: [190, 464, 374, 634]
- news-maoist-headline: ମହିଳା ମାଓବାଦୀଙ୍କ ଆତ୍ମସମର୍ପଣ: [760, 520, 1130, 601]
- station-name: SCREEN GRAPH: [232, 1939, 338, 1953]
- rashi-text: ନେତୃତ୍ୱ କ୍ଷମତା ପ୍ରଦର୍ଶନ କରିବେ । ସମ୍ମାନ ବୃଦ୍ଧି ପାଇବ । ବ୍ୟବସାୟରେ ଲାଭ ।: [1178, 317, 1482, 348]
- news-congress: [1138, 1590, 1494, 2310]
- rashi-text: ପରିଶ୍ରମର ଫଳ ମିଳିବ । ପଦୋନ୍ନତିର ସମ୍ଭାବନା । ପରିବାରରେ ଶୁଭ କାର୍ଯ୍ୟ ।: [1178, 522, 1455, 553]
- obit-info: ଜନ୍ମ: ୦୬।୦୮।୧୯୫୦, ମୃତ୍ୟୁ: ୦୫।୧୧।୨୦୧୧ । ଆପଣଙ୍କୁ ଶ୍ରଦ୍ଧାର ସହ ସ୍ମରଣ କରୁଛୁ ।: [953, 2135, 1125, 2176]
- obit-card: [765, 1949, 941, 2177]
- booking-title: CLASSIFIED BOOKING STATIONS: [191, 1699, 563, 1723]
- page-number: ୪ ଧରିତ୍ରୀ: [8, 4, 99, 29]
- obit-photo: [607, 1964, 727, 2114]
- health-ad: Keralian Ayurvedic herbal full body massage smart lady therapist. 9337454752.: [190, 1428, 374, 1480]
- rashifal-section: [1138, 44, 1494, 1584]
- notice-phone-row: [766, 1072, 1124, 1097]
- notice-title: ସୂଚନା, ଯୋଗାଯୋଗ: [766, 960, 1124, 990]
- station-city: BOLANGIR: [244, 1923, 326, 1939]
- rashi-text: କର୍ମକ୍ଷେତ୍ରରେ ସଫଳତା ମିଳିବ । ଆର୍ଥିକ ସ୍ଥିତି ଉନ୍ନତ ହେବ । ବନ୍ଧୁମାନଙ୍କ ସହଯୋଗ ପାଇବେ । ଯାତ୍ରା ଶୁଭ ହେବ ।: [1178, 194, 1477, 225]
- obit-tag: ଦ୍ୱିତୀୟ ଶ୍ରାଦ୍ଧବାର୍ଷିକୀ: [984, 1949, 1094, 1963]
- obit-photo: [607, 1592, 727, 1742]
- sagittarius-icon: ♐: [1140, 481, 1174, 515]
- form-photo-2-label: କବିତା ପରିବାରବର୍ଗ: [282, 141, 354, 152]
- packers-ad: Agarwal Packers & Movers (DRS Group). For relocations- 9337838210, 06743255433, Jharsuguda- 9337231044.: [190, 994, 374, 1061]
- rashi-name: ଧନୁ:: [1178, 481, 1200, 496]
- re-ad: 3BR duplex near Siridisai Temple, KEC Uttara, Bhubaneswar. 7873940040, 7873930030.: [2, 1146, 182, 1228]
- obit-info: ୧୯୪୦ - ୨୦୧୩ । ସ୍ୱାମୀ - ସ୍ୱର୍ଗତ କୁମାର ଚନ୍ଦ୍ର ରାୟ । ଶୋକସନ୍ତପ୍ତ ପରିବାରବର୍ଗ: [777, 2135, 929, 2176]
- flowers-icon: ✿: [479, 1083, 513, 1130]
- birthday-wish-name: GELHI: [435, 742, 509, 768]
- aquarius-icon: ♒: [1140, 563, 1174, 597]
- rashi-item: [1138, 396, 1494, 437]
